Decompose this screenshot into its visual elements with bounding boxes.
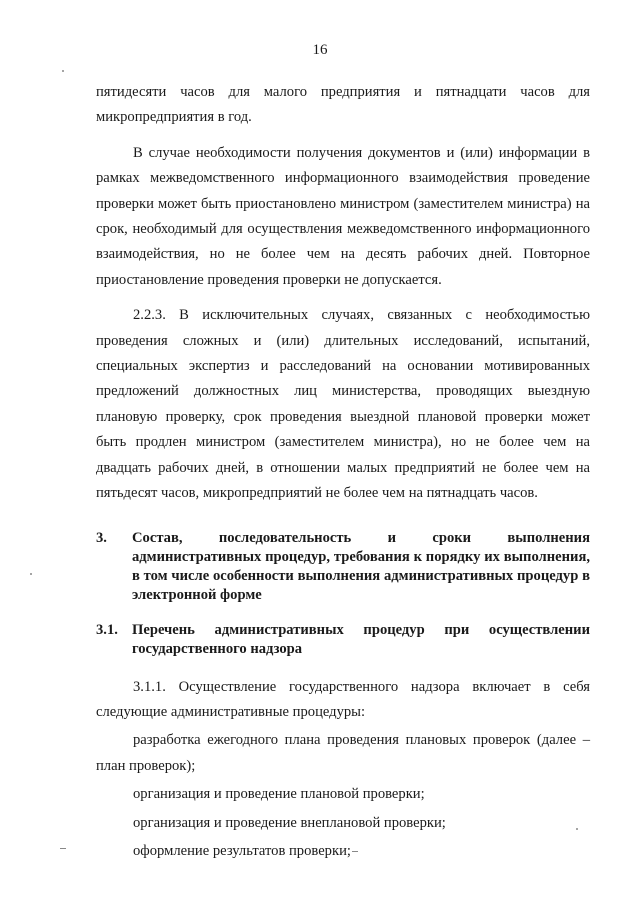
section-number: 3. [96, 529, 107, 546]
list-item: разработка ежегодного плана проведения плановых проверок (далее – план проверок); [96, 732, 590, 774]
list-item: оформление результатов проверки; [133, 842, 351, 859]
subsection-title: Перечень административных процедур при осуществлении государственного надзора [132, 621, 590, 657]
paragraph: пятидесяти часов для малого предприятия и пятнадцати часов для микропредприятия в год. [96, 84, 590, 126]
paragraph: В случае необходимости получения документов и (или) информации в рамках межведомственного информационного взаимодействия проведение проверки может быть приостановлено министром (заместителем министра) на срок, необходимый для осуществления межведомственного информационного взаимодействия, но не более чем на десять рабочих дней. Повторное приостановление проведения проверки не допускается. [96, 144, 590, 288]
page-number: 16 [312, 42, 328, 58]
paragraph: 2.2.3. В исключительных случаях, связанных с необходимостью проведения сложных и (или) длительных исследований, испытаний, специальных экспертиз и расследований на основании мотивированных предложений должностных лиц министерства, проводящих выездную плановую проверку, срок проведения выездной плановой проверки может быть продлен министром (заместителем министра), но не более чем на двадцать рабочих дней, в отношении малых предприятий не более чем на пятьдесят часов, микропредприятий не более чем на пятнадцать часов. [96, 307, 590, 502]
subsection-number: 3.1. [96, 621, 118, 638]
scan-speck [60, 848, 66, 849]
scan-speck [62, 70, 64, 72]
scan-speck [352, 851, 358, 852]
list-item: организация и проведение внеплановой проверки; [133, 814, 446, 831]
paragraph: 3.1.1. Осуществление государственного надзора включает в себя следующие административные процедуры: [96, 678, 590, 720]
section-heading [96, 529, 590, 605]
scan-speck [576, 828, 578, 830]
list-item: организация и проведение плановой проверки; [133, 786, 425, 803]
document-body [96, 80, 590, 864]
scan-speck [30, 573, 32, 575]
section-title: Состав, последовательность и сроки выполнения административных процедур, требования к порядку их выполнения, в том числе особенности выполнения административных процедур в электронной форме [132, 529, 590, 603]
subsection-heading [96, 621, 590, 659]
